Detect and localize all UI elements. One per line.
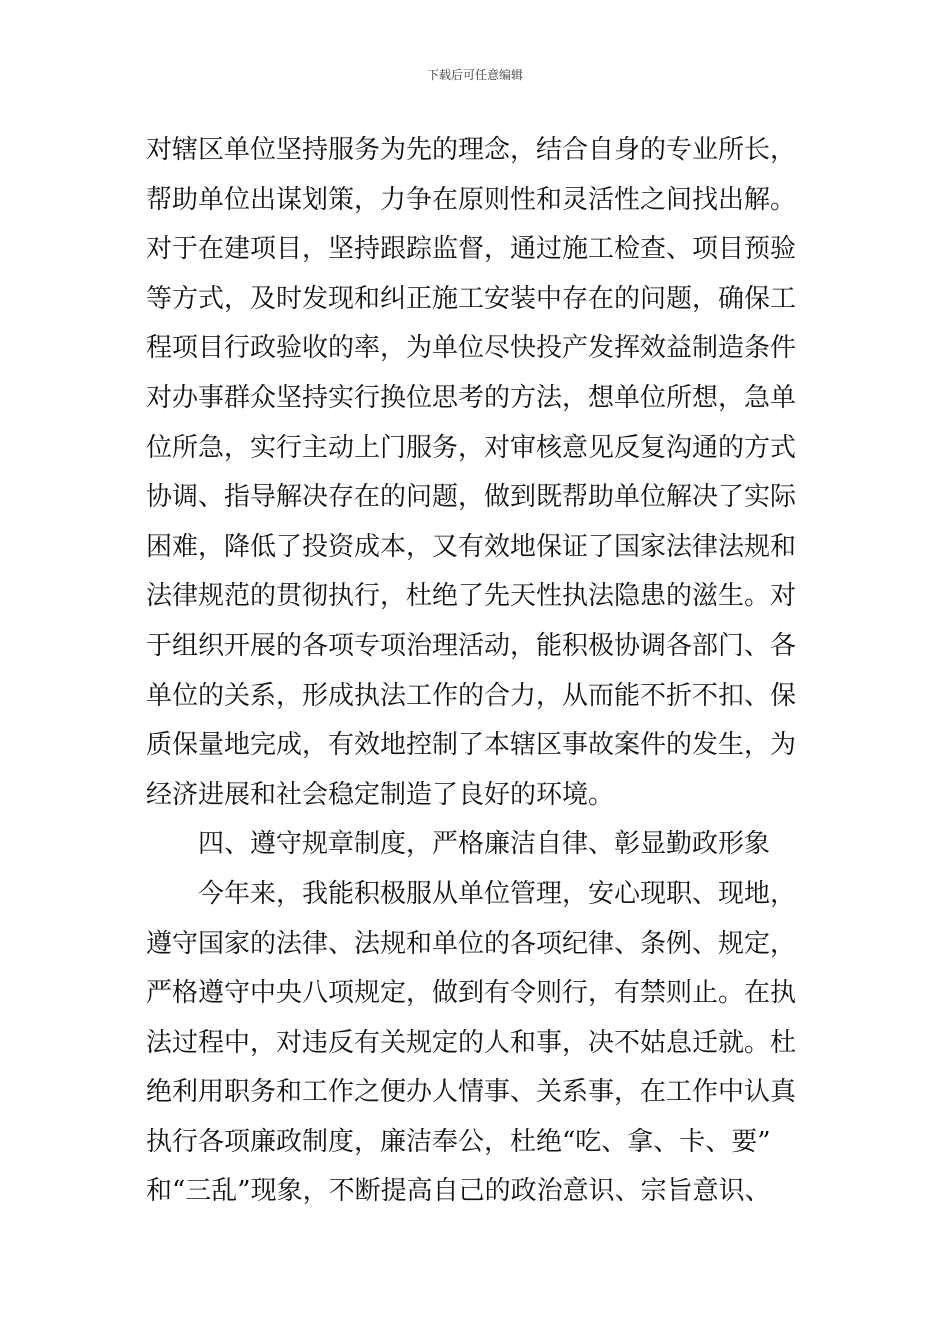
text-line: 绝利用职务和工作之便办人情事、关系事，在工作中认真: [146, 1077, 797, 1108]
text-line: 执行各项廉政制度，廉洁奉公，杜绝“吃、拿、卡、要”: [146, 1126, 771, 1157]
section-heading: 四、遵守规章制度，严格廉洁自律、彰显勤政形象: [198, 829, 771, 860]
text-line: 今年来，我能积极服从单位管理，安心现职、现地，: [198, 878, 797, 909]
text-line: 对辖区单位坚持服务为先的理念，结合自身的专业所长，: [146, 135, 797, 165]
text-line: 困难，降低了投资成本，又有效地保证了国家法律法规和: [146, 531, 797, 562]
text-line: 协调、指导解决存在的问题，做到既帮助单位解决了实际: [146, 482, 797, 513]
text-line: 帮助单位出谋划策，力争在原则性和灵活性之间找出解。: [146, 184, 797, 215]
text-line: 法律规范的贯彻执行，杜绝了先天性执法隐患的滋生。对: [146, 581, 797, 612]
document-body: [146, 126, 808, 1217]
text-line: 程项目行政验收的率，为单位尽快投产发挥效益制造条件: [146, 333, 797, 364]
text-line: 法过程中，对违反有关规定的人和事，决不姑息迁就。杜: [146, 1027, 797, 1058]
text-line: 对于在建项目，坚持跟踪监督，通过施工检查、项目预验: [146, 234, 797, 265]
text-line: 等方式，及时发现和纠正施工安装中存在的问题，确保工: [146, 283, 797, 314]
text-line: 质保量地完成，有效地控制了本辖区事故案件的发生，为: [146, 730, 797, 761]
page-header: 下载后可任意编辑: [426, 68, 523, 82]
text-line: 和“三乱”现象，不断提高自己的政治意识、宗旨意识、: [146, 1176, 771, 1207]
text-line: 单位的关系，形成执法工作的合力，从而能不折不扣、保: [146, 680, 797, 711]
text-line: 严格遵守中央八项规定，做到有令则行，有禁则止。在执: [146, 978, 797, 1009]
text-line: 位所急，实行主动上门服务，对审核意见反复沟通的方式: [146, 432, 797, 463]
text-line: 遵守国家的法律、法规和单位的各项纪律、条例、规定，: [146, 928, 797, 959]
text-line: 于组织开展的各项专项治理活动，能积极协调各部门、各: [146, 630, 797, 661]
text-line: 经济进展和社会稳定制造了良好的环境。: [146, 779, 615, 810]
text-line: 对办事群众坚持实行换位思考的方法，想单位所想，急单: [146, 382, 797, 413]
